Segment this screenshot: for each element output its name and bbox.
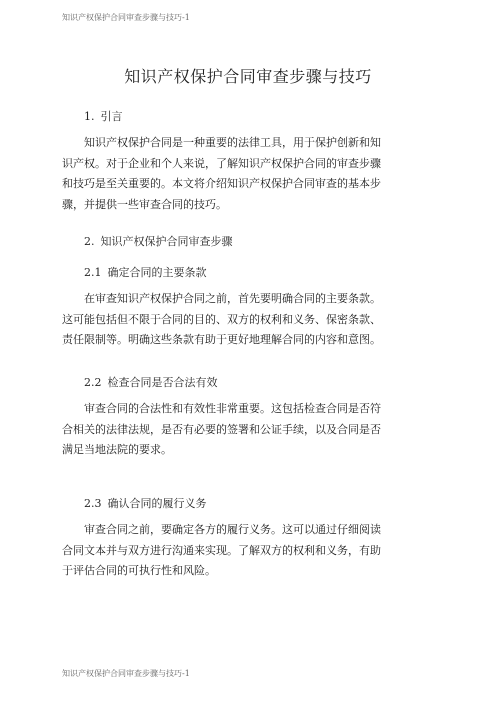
paragraph-line: 责任限制等。明确这些条款有助于更好地理解合同的内容和意图。	[62, 333, 381, 346]
paragraph-obligations	[62, 520, 434, 582]
paragraph-introduction	[62, 133, 434, 215]
paragraph-main-clauses	[62, 289, 434, 351]
section-number: 2.2	[84, 376, 102, 389]
section-heading-1	[84, 108, 123, 124]
running-header: 知识产权保护合同审查步骤与技巧-1	[62, 13, 190, 22]
section-heading-2-3	[84, 495, 207, 511]
paragraph-line: 合相关的法律法规，是否有必要的签署和公证手续，以及合同是否	[62, 422, 381, 436]
section-heading-2	[84, 233, 233, 249]
paragraph-line: 在审查知识产权保护合同之前，首先要明确合同的主要条款。	[84, 292, 381, 305]
section-heading-2-2	[84, 374, 218, 390]
document-title: 知识产权保护合同审查步骤与技巧	[124, 67, 372, 86]
paragraph-line: 骤，并提供一些审查合同的技巧。	[62, 197, 227, 211]
paragraph-line: 识产权。对于企业和个人来说，了解知识产权保护合同的审查步骤	[62, 156, 381, 170]
paragraph-line: 审查合同之前，要确定各方的履行义务。这可以通过仔细阅读	[84, 523, 381, 536]
section-heading-2-1	[84, 264, 207, 280]
section-title: 确认合同的履行义务	[107, 497, 207, 510]
section-number: 2.1	[84, 266, 102, 279]
paragraph-line: 满足当地法院的要求。	[62, 443, 172, 456]
paragraph-line: 审查合同的合法性和有效性非常重要。这包括检查合同是否符	[84, 402, 381, 415]
section-number: 2.	[84, 235, 95, 248]
section-title: 确定合同的主要条款	[107, 266, 207, 279]
section-title: 检查合同是否合法有效	[107, 376, 218, 389]
running-footer: 知识产权保护合同审查步骤与技巧-1	[62, 669, 190, 678]
section-title: 知识产权保护合同审查步骤	[100, 235, 233, 248]
paragraph-line: 知识产权保护合同是一种重要的法律工具，用于保护创新和知	[84, 136, 381, 149]
paragraph-line: 于评估合同的可执行性和风险。	[62, 564, 216, 577]
section-title: 引言	[100, 110, 123, 123]
paragraph-legal-validity	[62, 399, 434, 461]
paragraph-line: 合同文本并与双方进行沟通来实现。了解双方的权利和义务，有助	[62, 543, 381, 557]
section-number: 1.	[84, 110, 95, 123]
paragraph-line: 这可能包括但不限于合同的目的、双方的权利和义务、保密条款、	[62, 312, 381, 326]
paragraph-line: 和技巧是至关重要的。本文将介绍知识产权保护合同审查的基本步	[62, 177, 381, 190]
section-number: 2.3	[84, 497, 102, 510]
